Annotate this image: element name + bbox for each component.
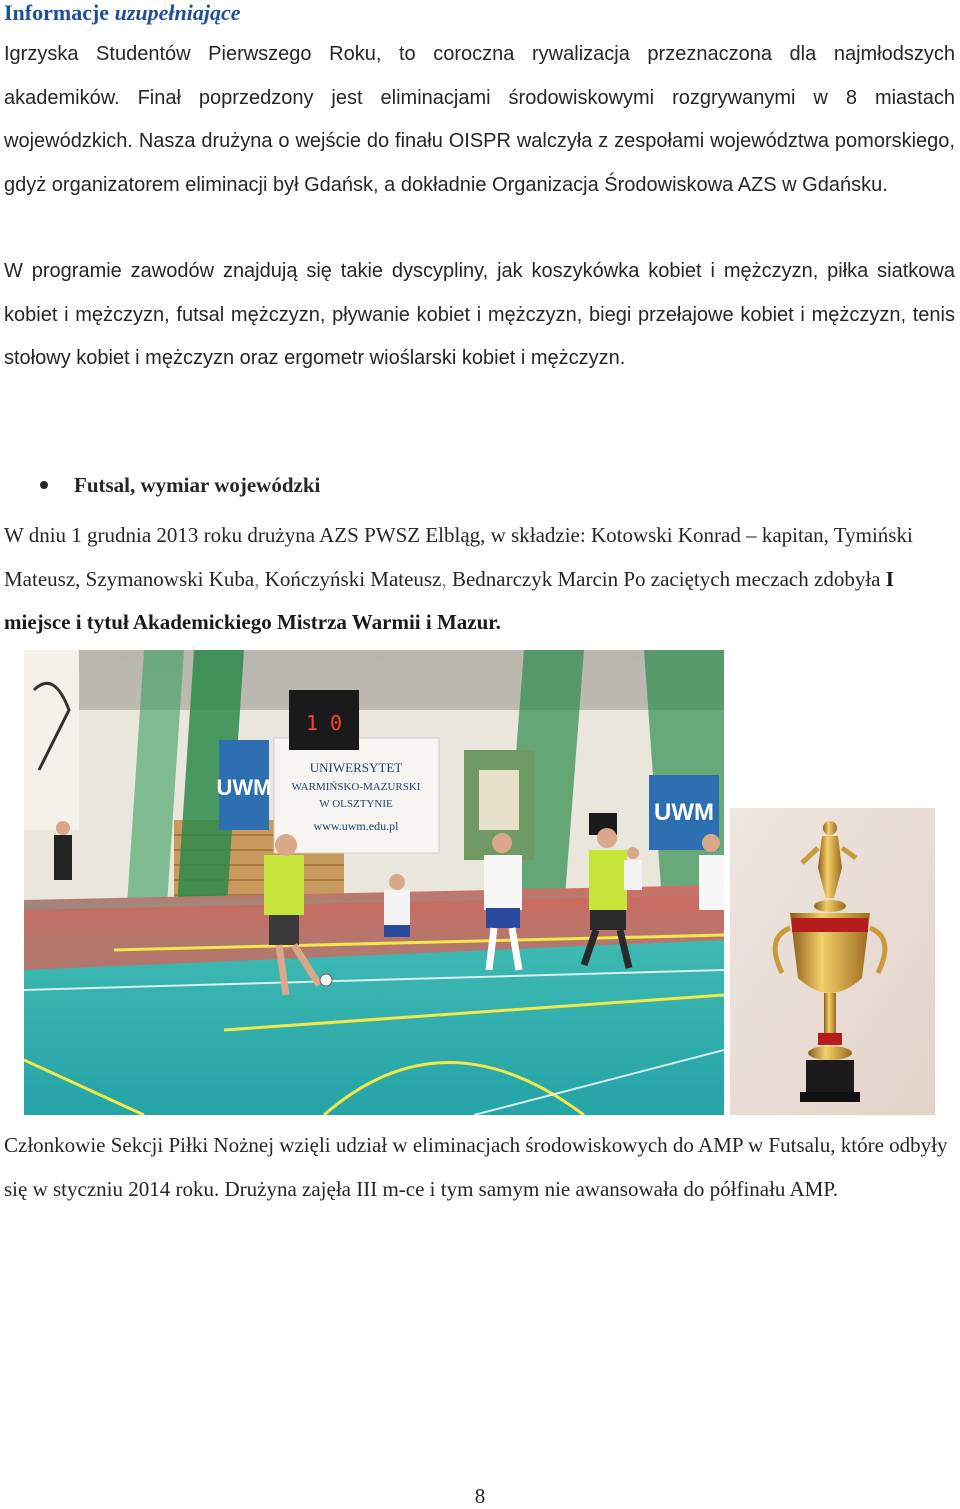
result-comma-2: , (441, 566, 452, 591)
result-text-2: Kończyński Mateusz (264, 566, 442, 591)
banner-line-3: W OLSZTYNIE (319, 798, 393, 810)
banner-line-4: www.uwm.edu.pl (313, 819, 399, 833)
futsal-match-photo (24, 650, 724, 1115)
bullet-dot-icon (40, 481, 48, 489)
bullet-label: Futsal, wymiar wojewódzki (74, 473, 321, 497)
heading-normal: Informacje (4, 0, 115, 25)
heading-italic: uzupełniające (114, 0, 241, 25)
banner-line-2: WARMIŃSKO-MAZURSKI (291, 781, 421, 793)
result-text-3: Bednarczyk Marcin Po zaciętych meczach zdobyła (451, 566, 886, 591)
banner-line-1: UNIWERSYTET (309, 760, 403, 775)
page-number: 8 (474, 1484, 486, 1508)
banner-logo-right: UWM (654, 799, 714, 826)
section-heading (4, 0, 240, 26)
paragraph-result (4, 514, 955, 645)
result-text-1: W dniu 1 grudnia 2013 roku drużyna AZS PWSZ Elbląg, w składzie: Kotowski Konrad – kapitan, Tymiński Mateusz, Szymanowski Kuba (4, 523, 913, 591)
scoreboard-display: 1 0 (305, 711, 343, 735)
banner-logo-left: UWM (216, 775, 272, 800)
paragraph-intro: Igrzyska Studentów Pierwszego Roku, to coroczna rywalizacja przeznaczona dla najmłodszych akademików. Finał poprzedzony jest eliminacjami środowiskowymi rozgrywanymi w 8 miastach wojewódzkich. Nasza drużyna o wejście do finału OISPR walczyła z zespołami województwa pomorskiego, gdyż organizatorem eliminacji był Gdańsk, a dokładnie Organizacja Środowiskowa AZS w Gdańsku. (4, 43, 955, 196)
paragraph-amp: Członkowie Sekcji Piłki Nożnej wzięli udział w eliminacjach środowiskowych do AMP w Futsalu, które odbyły się w styczniu 2014 roku. Drużyna zajęła III m-ce i tym samym nie awansowała do półfinału AMP. (4, 1133, 948, 1201)
result-bold: I miejsce i tytuł Akademickiego Mistrza Warmii i Mazur. (4, 566, 894, 635)
paragraph-disciplines: W programie zawodów znajdują się takie dyscypliny, jak koszykówka kobiet i mężczyzn, piłka siatkowa kobiet i mężczyzn, futsal mężczyzn, pływanie kobiet i mężczyzn, biegi przełajowe kobiet i mężczyzn, tenis stołowy kobiet i mężczyzn oraz ergometr wioślarski kobiet i mężczyzn. (4, 260, 955, 370)
bullet-futsal (40, 473, 320, 498)
trophy-photo (730, 808, 935, 1115)
result-comma-1: , (254, 566, 265, 591)
